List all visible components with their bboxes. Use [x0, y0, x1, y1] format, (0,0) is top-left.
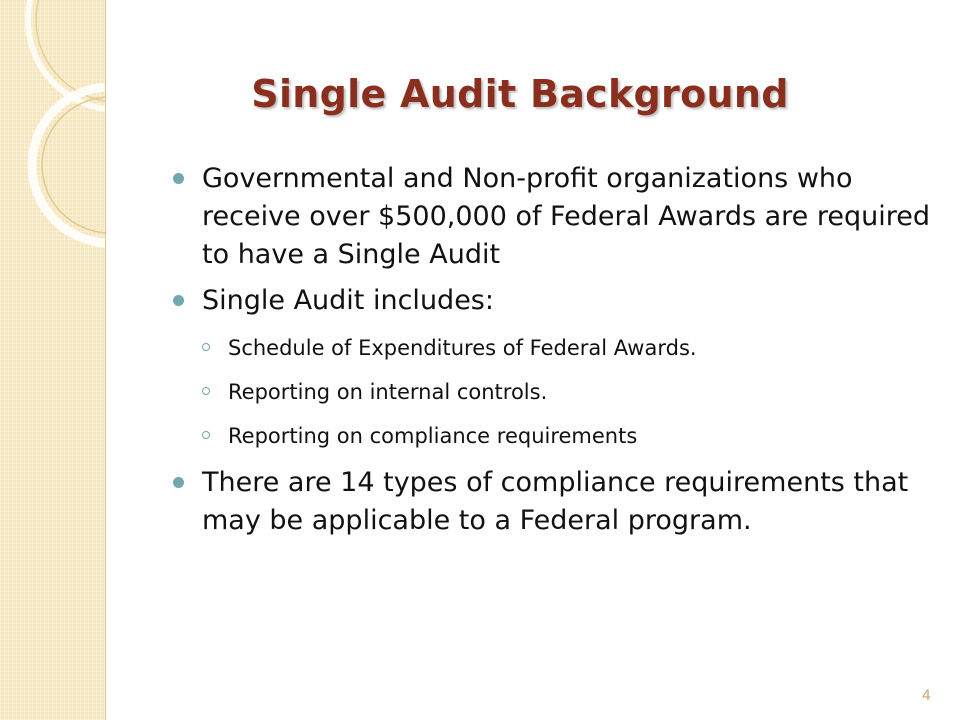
sub-bullet-item [170, 422, 930, 450]
decorative-circles-graphic [0, 0, 105, 720]
page-number: 4 [922, 688, 931, 704]
slide-title: Single Audit Background [251, 72, 789, 116]
sub-bullet-ring-icon [202, 431, 210, 439]
bullet-item [170, 160, 930, 274]
bullet-item [170, 464, 930, 540]
bullet-text: Single Audit includes: [202, 285, 494, 316]
sub-bullet-item [170, 334, 930, 362]
sub-bullet-text: Schedule of Expenditures of Federal Awards. [228, 336, 697, 360]
bullet-text: Governmental and Non-profit organizations who receive over $500,000 of Federal Awards are required to have a Single Audit [202, 163, 930, 270]
sub-bullet-text: Reporting on compliance requirements [228, 424, 638, 448]
bullet-item [170, 282, 930, 320]
bullet-dot-icon [173, 295, 184, 306]
sub-bullet-ring-icon [202, 387, 210, 395]
bullet-dot-icon [173, 173, 184, 184]
decorative-side-band [0, 0, 106, 720]
sub-bullet-item [170, 378, 930, 406]
slide-body [170, 160, 930, 548]
sub-bullet-ring-icon [202, 343, 210, 351]
sub-bullet-text: Reporting on internal controls. [228, 380, 548, 404]
bullet-text: There are 14 types of compliance requirements that may be applicable to a Federal program. [202, 467, 909, 536]
bullet-dot-icon [173, 477, 184, 488]
